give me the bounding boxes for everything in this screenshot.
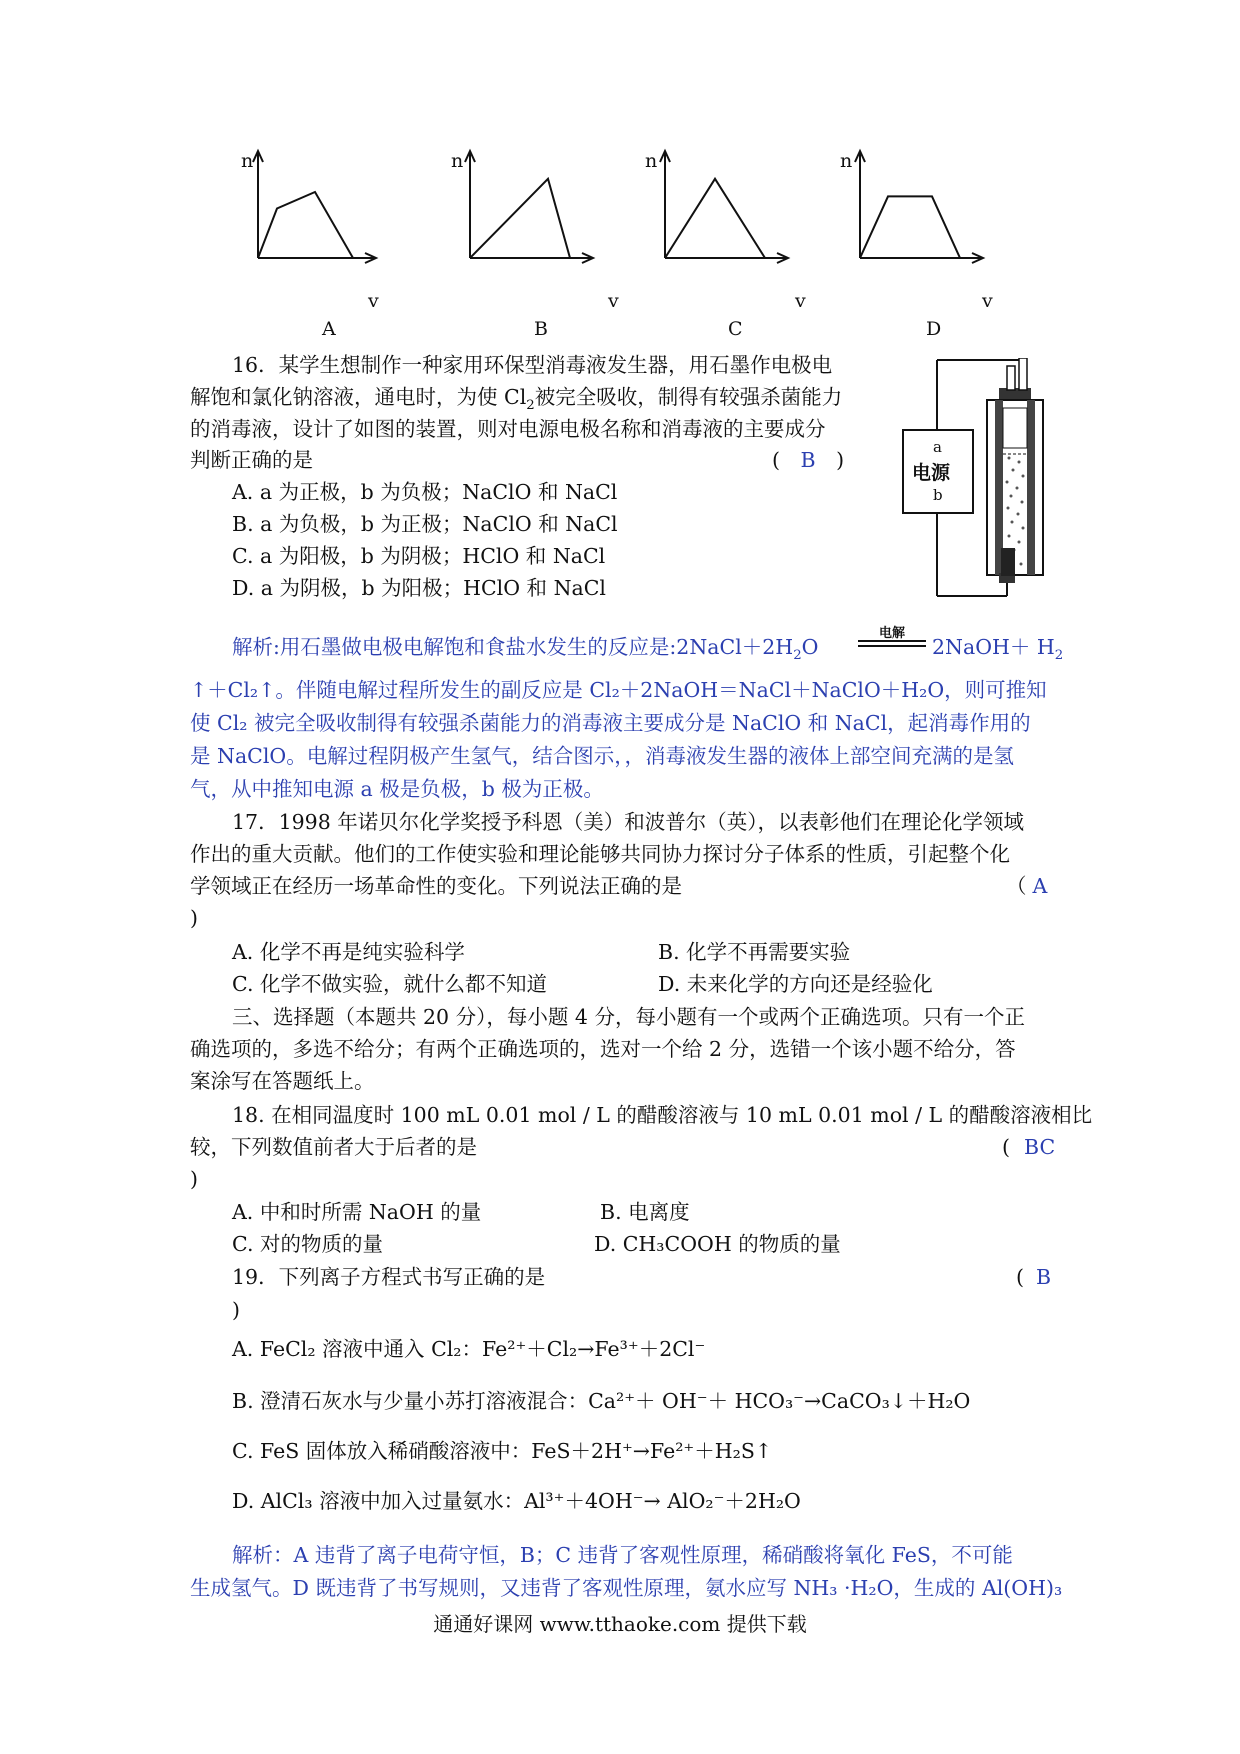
graph-b-y-axis-label: n (451, 150, 464, 172)
device-label-b: b (933, 486, 943, 504)
analysis16-line-5: 气，从中推知电源 a 极是负极，b 极为正极。 (190, 777, 604, 801)
graph-a-label: A (322, 318, 336, 340)
q17-option-a: A. 化学不再是纯实验科学 (232, 940, 465, 964)
q17-stem-line-1: 17．1998 年诺贝尔化学奖授予科恩（美）和波普尔（英），以表彰他们在理论化学领域 (232, 810, 1025, 834)
analysis16-line-1-sub2: 2 (1054, 648, 1064, 664)
section3-line-2: 确选项的，多选不给分；有两个正确选项的，选对一个给 2 分，选错一个该小题不给分，答 (190, 1037, 1016, 1061)
q16-stem-line-3: 的消毒液，设计了如图的装置，则对电源电极名称和消毒液的主要成分 (190, 417, 826, 441)
graph-a-y-axis-label: n (241, 150, 254, 172)
q16-stem-line-2-sub: 2 (526, 398, 535, 414)
section3-line-3: 案涂写在答题纸上。 (190, 1069, 375, 1093)
q18-option-d: D. CH₃COOH 的物质的量 (594, 1232, 841, 1256)
q17-stem-line-2: 作出的重大贡献。他们的工作使实验和理论能够共同协力探讨分子体系的性质，引起整个化 (190, 842, 1010, 866)
q17-stem-line-3: 学领域正在经历一场革命性的变化。下列说法正确的是 (190, 874, 682, 898)
electrolysis-arrow-label: 电解 (878, 626, 905, 641)
graph-b (462, 150, 612, 300)
q18-stem-line-1: 18. 在相同温度时 100 mL 0.01 mol / L 的醋酸溶液与 10 mL 0.01 mol / L 的醋酸溶液相比 (232, 1103, 1093, 1127)
q16-answer-open: ( (772, 448, 780, 472)
device-label-a: a (933, 438, 942, 456)
analysis16-line-1 (232, 632, 818, 662)
q16-option-a: A. a 为正极，b 为负极；NaClO 和 NaCl (232, 480, 618, 504)
graph-a-curve (258, 192, 353, 258)
q18-answer-close: ) (190, 1167, 198, 1191)
q16-stem-line-1: 16．某学生想制作一种家用环保型消毒液发生器，用石墨作电极电 (232, 353, 833, 377)
q18-answer-open: ( (1002, 1135, 1010, 1159)
page-footer: 通通好课网 www.tthaoke.com 提供下载 (433, 1612, 807, 1636)
graph-a (250, 150, 390, 300)
graph-c-y-axis-label: n (645, 150, 658, 172)
section3-line-1: 三、选择题（本题共 20 分），每小题 4 分，每小题有一个或两个正确选项。只有一个正 (232, 1005, 1025, 1029)
q19-option-d: D. AlCl₃ 溶液中加入过量氨水：Al³⁺＋4OH⁻→ AlO₂⁻＋2H₂O (232, 1489, 801, 1513)
device-label-power: 电源 (912, 462, 951, 484)
graph-d (852, 150, 1002, 300)
analysis16-line-4: 是 NaClO。电解过程阴极产生氢气，结合图示，，消毒液发生器的液体上部空间充满的是氢 (190, 744, 1014, 768)
analysis16-line-1-mid: O (801, 635, 819, 659)
analysis16-line-1-after (932, 632, 1063, 662)
q19-answer-value: B (1036, 1265, 1052, 1289)
analysis16-line-1-prefix: 解析:用石墨做电极电解饱和食盐水发生的反应是:2NaCl＋2H (232, 635, 794, 659)
q19-answer-close: ) (232, 1298, 240, 1322)
q16-stem-line-2 (190, 382, 842, 412)
q19-option-c: C. FeS 固体放入稀硝酸溶液中：FeS＋2H⁺→Fe²⁺＋H₂S↑ (232, 1439, 773, 1463)
analysis16-line-1-sub1: 2 (793, 648, 802, 664)
q18-answer-value: BC (1024, 1135, 1056, 1159)
q18-option-c: C. 对的物质的量 (232, 1232, 383, 1256)
graph-b-label: B (534, 318, 548, 340)
q17-option-b: B. 化学不再需要实验 (658, 940, 851, 964)
q18-answer (1002, 1132, 1055, 1162)
graph-c-label: C (728, 318, 743, 340)
q19-answer (1016, 1262, 1051, 1292)
q17-option-d: D. 未来化学的方向还是经验化 (658, 972, 933, 996)
electrolysis-device-diagram (895, 358, 1065, 603)
graph-c (657, 150, 807, 300)
graph-b-x-axis-label: v (608, 290, 619, 312)
q17-answer-close: ) (190, 906, 198, 930)
electrolysis-arrow (858, 640, 926, 642)
q16-answer (772, 445, 844, 475)
q16-option-c: C. a 为阳极，b 为阴极；HClO 和 NaCl (232, 544, 606, 568)
q19-answer-open: ( (1016, 1265, 1024, 1289)
q18-stem-line-2: 较，下列数值前者大于后者的是 (190, 1135, 477, 1159)
q16-stem-line-2-b: 被完全吸收，制得有较强杀菌能力 (534, 385, 843, 409)
q17-answer (1006, 871, 1047, 901)
electrolysis-arrow-second-bar (858, 645, 926, 647)
q19-option-a: A. FeCl₂ 溶液中通入 Cl₂：Fe²⁺＋Cl₂→Fe³⁺＋2Cl⁻ (232, 1337, 706, 1361)
q19-option-b: B. 澄清石灰水与少量小苏打溶液混合：Ca²⁺＋ OH⁻＋ HCO₃⁻→CaCO₃↓＋H₂O (232, 1389, 971, 1413)
analysis16-line-1-after-text: 2NaOH＋ H (932, 635, 1055, 659)
analysis19-line-1: 解析：A 违背了离子电荷守恒，B；C 违背了客观性原理，稀硝酸将氧化 FeS，不可能 (232, 1543, 1013, 1567)
graph-b-curve (470, 179, 570, 258)
q16-answer-value: B (800, 448, 816, 472)
q18-option-b: B. 电离度 (600, 1200, 690, 1224)
q16-stem-line-2-a: 解饱和氯化钠溶液，通电时，为使 Cl (190, 385, 527, 409)
q16-stem-line-4: 判断正确的是 (190, 448, 313, 472)
q16-answer-close: ) (836, 448, 845, 472)
graph-d-x-axis-label: v (982, 290, 993, 312)
q17-answer-open: （ (1006, 874, 1027, 898)
graph-d-label: D (926, 318, 942, 340)
graph-c-curve (665, 179, 765, 258)
q16-option-d: D. a 为阴极，b 为阳极；HClO 和 NaCl (232, 576, 606, 600)
q16-option-b: B. a 为负极，b 为正极；NaClO 和 NaCl (232, 512, 618, 536)
graph-d-y-axis-label: n (840, 150, 853, 172)
graph-c-x-axis-label: v (795, 290, 806, 312)
q19-stem: 19．下列离子方程式书写正确的是 (232, 1265, 546, 1289)
q17-answer-value: A (1032, 874, 1048, 898)
graph-d-curve (860, 196, 960, 258)
q18-option-a: A. 中和时所需 NaOH 的量 (232, 1200, 482, 1224)
analysis19-line-2: 生成氢气。D 既违背了书写规则，又违背了客观性原理，氨水应写 NH₃ ·H₂O，生成的 Al(OH)₃ (190, 1576, 1063, 1600)
analysis16-line-3: 使 Cl₂ 被完全吸收制得有较强杀菌能力的消毒液主要成分是 NaClO 和 NaCl，起消毒作用的 (190, 711, 1031, 735)
graph-a-x-axis-label: v (368, 290, 379, 312)
q17-option-c: C. 化学不做实验，就什么都不知道 (232, 972, 547, 996)
analysis16-line-2: ↑＋Cl₂↑。伴随电解过程所发生的副反应是 Cl₂＋2NaOH＝NaCl＋NaClO＋H₂O，则可推知 (190, 678, 1047, 702)
